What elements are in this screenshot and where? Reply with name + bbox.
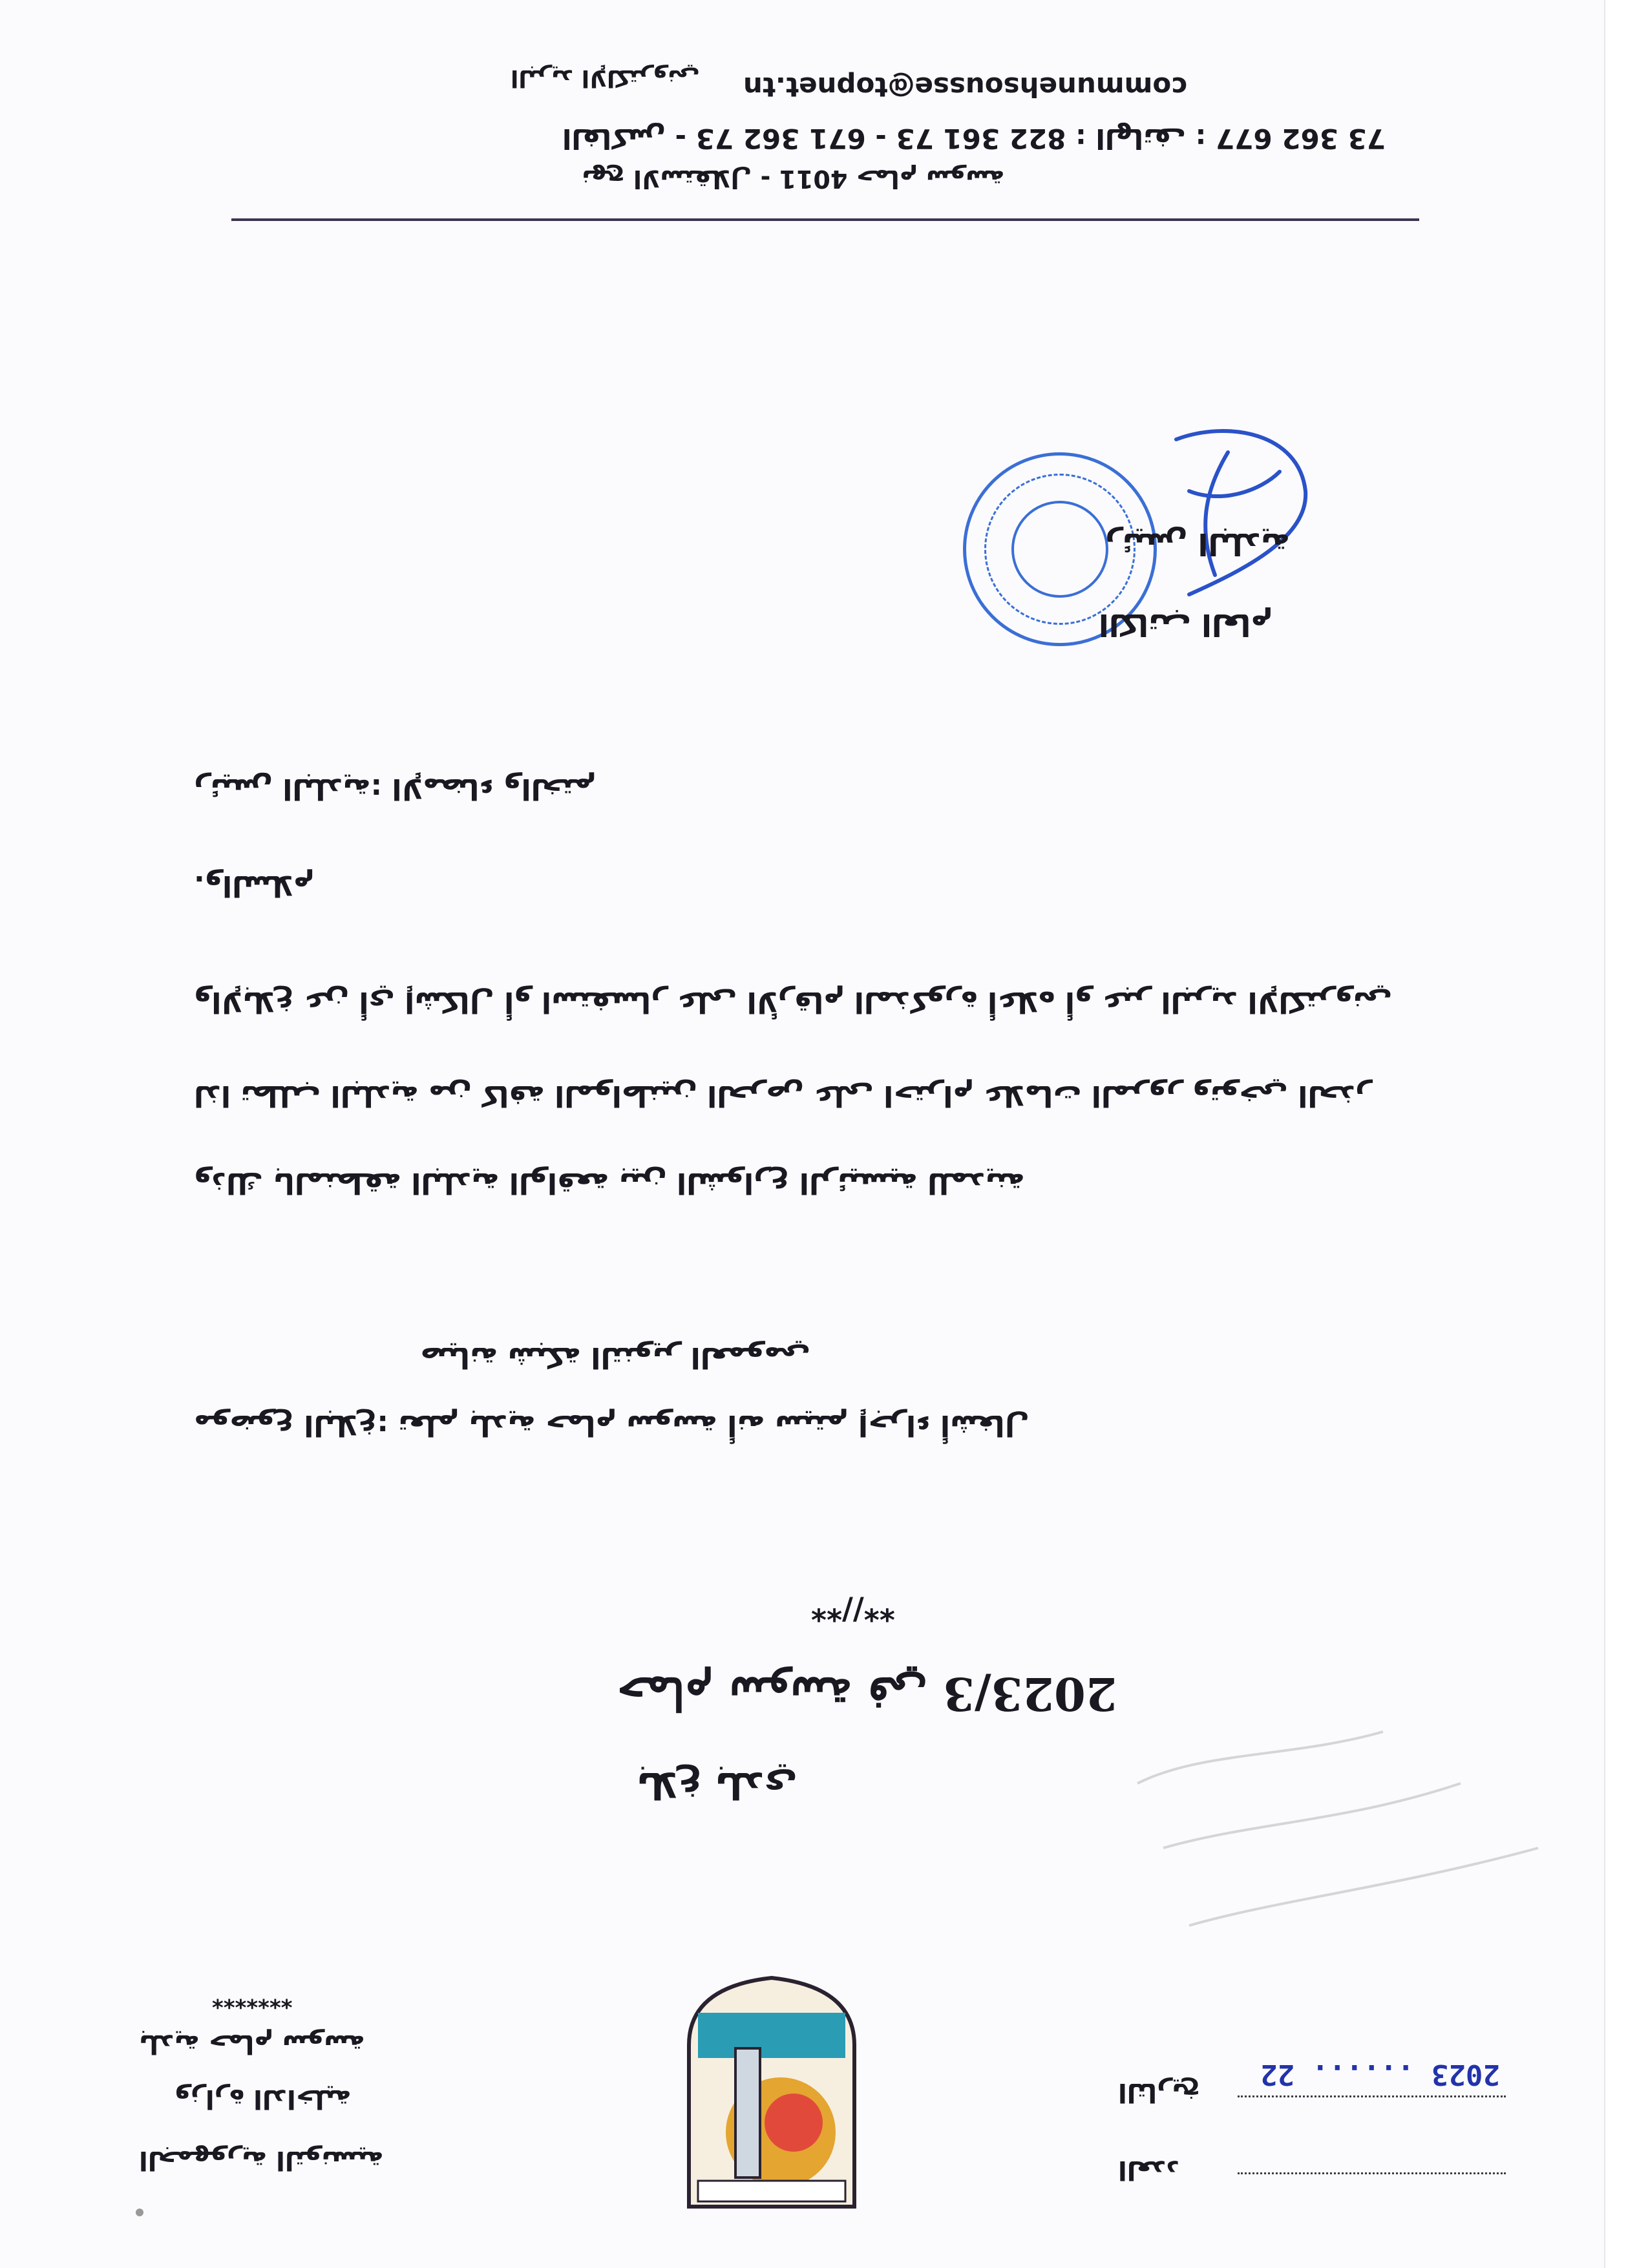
reference-date-dotted-line <box>1238 2095 1506 2097</box>
header-email: communehsousse@topnet.tn <box>743 71 1188 103</box>
issuer-stars: ******* <box>212 1987 293 2013</box>
scanner-edge <box>1604 0 1648 2268</box>
body-line: وذلك بالمنطقة البلدية الواقعة بين الشوارع الرئيسية للمدينة <box>194 1166 1025 1199</box>
issuer-line: الجمهورية التونسية <box>139 2145 384 2175</box>
stamp-emblem <box>1011 501 1108 598</box>
scan-speck <box>136 2209 143 2216</box>
body-line: والإبلاغ عن أي إشكال أو استفسار على الأرقام المذكورة أعلاه أو عبر البريد الإلكتروني <box>194 985 1393 1018</box>
body-line: رئيس البلدية: الإمضاء والختم <box>194 772 597 805</box>
reference-date-label: التاريخ <box>1118 2077 1200 2107</box>
reference-number-dotted-line <box>1238 2172 1506 2174</box>
issuer-line: بلدية حمام سوسة <box>139 2029 365 2059</box>
signature-title: رئيس البلدية <box>1105 527 1290 562</box>
received-date-stamp: 2023 ...... 22 <box>1260 2058 1500 2091</box>
body-line: صيانة شبكة التنوير العمومي <box>420 1341 810 1374</box>
header-rule <box>231 218 1419 221</box>
header-email-label: البريد الإلكتروني <box>511 65 700 91</box>
header-address: نهج الاستقلال - 4011 حمام سوسة <box>582 165 1005 193</box>
document-subject: بلاغ بلدي <box>637 1764 798 1806</box>
separator: **//** <box>811 1593 895 1628</box>
bleed-through-marks <box>1125 1654 1577 1977</box>
body-line: لذا تطلب البلدية من كافة المواطنين الحرص على احترام علامات المرور وتوخي الحذر <box>194 1079 1372 1112</box>
body-line: والسلام. <box>194 869 315 902</box>
handwritten-signature <box>1150 414 1318 607</box>
signature-name: الكاتب العام <box>1099 607 1273 642</box>
header-phones: 73 362 677 : الفاكس - 73 362 671 - 73 361 822 : الهاتف <box>562 123 1386 154</box>
reference-number-label: العدد <box>1118 2155 1179 2185</box>
body-line: موضوع البلاغ: تعلم بلدية حمام سوسة أنه سيتم إجراء أشغال <box>194 1409 1030 1442</box>
municipal-emblem <box>684 1974 860 2210</box>
date-line: حمام سوسة في 2023/3 <box>617 1667 1117 1721</box>
issuer-line: وزارة الداخلية <box>174 2084 352 2114</box>
